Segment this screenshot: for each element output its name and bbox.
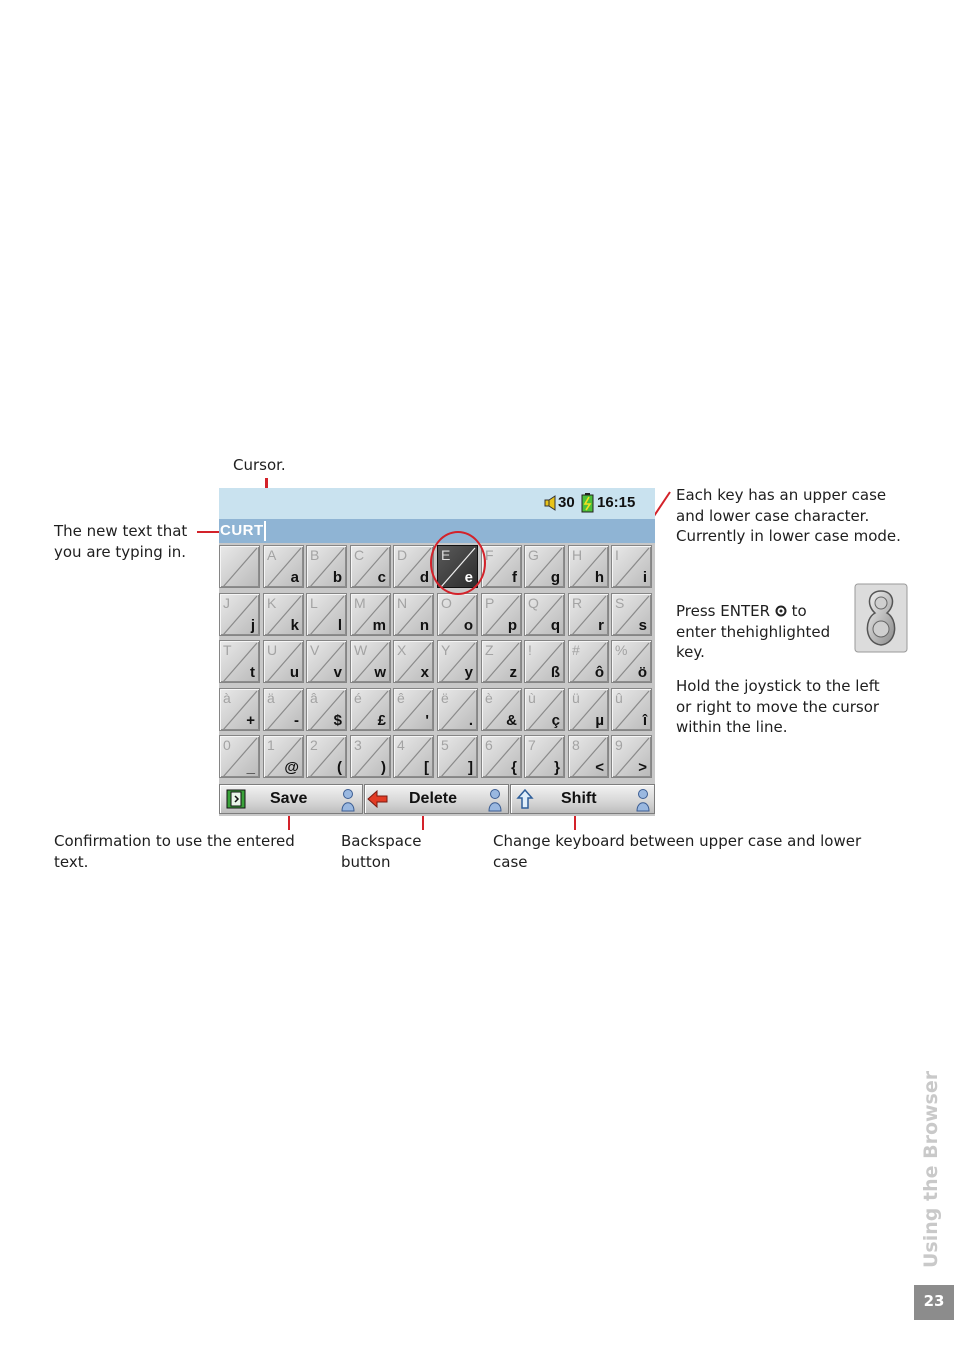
new-text-annotation: The new text that you are typing in. xyxy=(54,522,188,561)
keyboard-key[interactable] xyxy=(481,640,522,683)
key-upper-char: C xyxy=(354,547,365,563)
keyboard-key[interactable] xyxy=(350,640,391,683)
shift-annotation-line xyxy=(574,816,576,830)
key-lower-char: { xyxy=(511,759,517,776)
keyboard-key[interactable] xyxy=(306,688,347,731)
keyboard-key[interactable] xyxy=(263,545,304,588)
key-lower-char: o xyxy=(463,617,473,634)
key-upper-char: X xyxy=(397,642,407,658)
shift-button-label: Shift xyxy=(561,790,597,807)
key-upper-char: H xyxy=(572,547,583,563)
key-lower-char: - xyxy=(294,712,299,729)
key-lower-char: h xyxy=(594,569,604,586)
key-lower-char: ô xyxy=(594,664,604,681)
key-upper-char: ! xyxy=(528,642,532,658)
keyboard-key[interactable] xyxy=(219,640,260,683)
key-lower-char: b xyxy=(332,569,342,586)
keyboard-key[interactable] xyxy=(437,735,478,778)
keyboard-key[interactable] xyxy=(568,593,609,636)
press-enter-text: Press ENTER xyxy=(676,602,771,620)
key-upper-char: D xyxy=(397,547,408,563)
key-lower-char: t xyxy=(250,664,255,681)
key-upper-char: 2 xyxy=(310,737,318,753)
keyboard-key[interactable] xyxy=(306,640,347,683)
key-lower-char: + xyxy=(246,712,255,729)
shift-arrow-icon xyxy=(515,788,535,810)
key-lower-char: w xyxy=(374,664,386,681)
key-lower-char: m xyxy=(372,617,386,634)
keyboard-key[interactable] xyxy=(524,545,565,588)
shift-button[interactable] xyxy=(510,784,655,814)
key-lower-char: j xyxy=(250,617,255,634)
key-upper-char: R xyxy=(572,595,583,611)
key-upper-char: è xyxy=(485,690,493,706)
key-upper-char: G xyxy=(528,547,539,563)
page-number-tab xyxy=(914,1285,954,1320)
key-upper-char: N xyxy=(397,595,408,611)
key-upper-char: é xyxy=(354,690,362,706)
keyboard-key[interactable] xyxy=(611,688,652,731)
keyboard-key[interactable] xyxy=(524,640,565,683)
key-upper-char: 9 xyxy=(615,737,623,753)
delete-annotation-line xyxy=(422,816,424,830)
key-lower-char: [ xyxy=(424,759,429,776)
key-lower-char: @ xyxy=(284,759,299,776)
keyboard-key[interactable] xyxy=(393,640,434,683)
key-upper-char: 5 xyxy=(441,737,449,753)
keyboard-key[interactable] xyxy=(263,735,304,778)
delete-button[interactable] xyxy=(364,784,509,814)
keyboard-key[interactable] xyxy=(219,735,260,778)
key-upper-char: â xyxy=(310,690,318,706)
section-title: Using the Browser xyxy=(920,1070,942,1268)
key-upper-char: ù xyxy=(528,690,536,706)
keyboard-key[interactable] xyxy=(306,593,347,636)
keyboard-key[interactable] xyxy=(350,735,391,778)
key-lower-char: n xyxy=(419,617,429,634)
keyboard-key[interactable] xyxy=(568,640,609,683)
key-lower-char: e xyxy=(464,569,473,586)
user-icon xyxy=(487,788,503,812)
keyboard-key[interactable] xyxy=(611,640,652,683)
user-icon xyxy=(340,788,356,812)
key-upper-char: U xyxy=(267,642,278,658)
key-upper-char: 8 xyxy=(572,737,580,753)
keyboard-key[interactable] xyxy=(437,593,478,636)
key-lower-char: g xyxy=(550,569,560,586)
key-lower-char: z xyxy=(509,664,517,681)
keyboard-key[interactable] xyxy=(524,735,565,778)
key-lower-char: & xyxy=(506,712,517,729)
key-upper-char: P xyxy=(485,595,495,611)
key-lower-char: µ xyxy=(595,712,604,729)
keyboard-key[interactable] xyxy=(611,735,652,778)
keyboard-key[interactable] xyxy=(481,545,522,588)
key-upper-char: à xyxy=(223,690,231,706)
key-lower-char: ö xyxy=(637,664,647,681)
key-lower-char: î xyxy=(642,712,647,729)
keyboard-key[interactable] xyxy=(611,545,652,588)
key-lower-char: p xyxy=(507,617,517,634)
key-lower-char: ' xyxy=(425,712,429,729)
keyboard-key[interactable] xyxy=(350,593,391,636)
save-icon xyxy=(226,789,246,809)
key-lower-char: < xyxy=(595,759,604,776)
keyboard-key[interactable] xyxy=(263,593,304,636)
change-keyboard-annotation: Change keyboard between upper case and lower case xyxy=(493,832,862,871)
speaker-icon xyxy=(544,495,558,511)
keyboard-key[interactable] xyxy=(350,688,391,731)
user-icon xyxy=(635,788,651,812)
keyboard-key[interactable] xyxy=(219,688,260,731)
keyboard-key[interactable] xyxy=(437,640,478,683)
clock: 16:15 xyxy=(597,494,636,511)
key-lower-char: i xyxy=(642,569,647,586)
joystick-icon xyxy=(854,583,908,653)
key-lower-char: ß xyxy=(550,664,560,681)
key-upper-char: V xyxy=(310,642,320,658)
keyboard-key[interactable] xyxy=(350,545,391,588)
key-upper-char: S xyxy=(615,595,625,611)
keyboard-key[interactable] xyxy=(481,688,522,731)
key-divider xyxy=(220,546,260,588)
key-lower-char: d xyxy=(419,569,429,586)
keyboard-key[interactable] xyxy=(306,545,347,588)
keyboard-key[interactable] xyxy=(263,688,304,731)
key-lower-char: $ xyxy=(333,712,342,729)
key-upper-char: T xyxy=(223,642,232,658)
joystick-annotation: Hold the joystick to the left or right to move the cursor within the line. xyxy=(676,677,880,736)
key-lower-char: > xyxy=(638,759,647,776)
delete-arrow-icon xyxy=(367,790,389,808)
key-upper-char: 6 xyxy=(485,737,493,753)
press-enter-suffix: to enter thehighlighted key. xyxy=(676,602,831,661)
new-text-annotation-line xyxy=(197,531,219,533)
key-lower-char: q xyxy=(550,617,560,634)
key-lower-char: v xyxy=(333,664,342,681)
battery-icon xyxy=(581,493,594,513)
key-upper-char: ü xyxy=(572,690,580,706)
key-lower-char: r xyxy=(598,617,604,634)
key-lower-char: a xyxy=(290,569,299,586)
key-upper-char: 1 xyxy=(267,737,275,753)
confirmation-annotation: Confirmation to use the entered text. xyxy=(54,832,295,871)
text-entry-bar[interactable] xyxy=(219,519,655,543)
keyboard-key[interactable] xyxy=(219,593,260,636)
key-upper-char: W xyxy=(354,642,368,658)
keyboard-key[interactable] xyxy=(393,688,434,731)
key-upper-char: ë xyxy=(441,690,449,706)
keyboard-key[interactable] xyxy=(393,593,434,636)
keyboard-key[interactable] xyxy=(568,688,609,731)
keyboard-key[interactable] xyxy=(393,735,434,778)
device-screen xyxy=(219,488,655,816)
key-upper-char: J xyxy=(223,595,230,611)
keyboard-key[interactable] xyxy=(481,593,522,636)
backspace-annotation: Backspace button xyxy=(341,832,422,871)
key-lower-char: } xyxy=(554,759,560,776)
key-lower-char: u xyxy=(289,664,299,681)
status-bar xyxy=(219,488,655,519)
save-button[interactable] xyxy=(219,784,363,814)
keyboard-key[interactable] xyxy=(568,735,609,778)
keyboard-key[interactable] xyxy=(306,735,347,778)
key-upper-char: I xyxy=(615,547,619,563)
key-upper-char: Q xyxy=(528,595,539,611)
volume-level: 30 xyxy=(558,494,575,511)
key-lower-char: _ xyxy=(246,759,255,776)
key-upper-char: % xyxy=(615,642,628,658)
key-upper-char: 7 xyxy=(528,737,536,753)
keyboard-key[interactable] xyxy=(393,545,434,588)
key-upper-char: ê xyxy=(397,690,405,706)
key-lower-char: x xyxy=(420,664,429,681)
keyboard-key[interactable] xyxy=(219,545,260,588)
save-button-label: Save xyxy=(270,790,308,807)
press-enter-annotation xyxy=(676,601,851,663)
each-key-annotation: Each key has an upper case and lower case character. Currently in lower case mode. xyxy=(676,486,901,545)
key-upper-char: 3 xyxy=(354,737,362,753)
key-upper-char: O xyxy=(441,595,452,611)
key-lower-char: c xyxy=(377,569,386,586)
page-number: 23 xyxy=(923,1292,945,1310)
keyboard-key[interactable] xyxy=(437,688,478,731)
text-cursor xyxy=(264,521,266,541)
key-upper-char: ä xyxy=(267,690,275,706)
key-upper-char: û xyxy=(615,690,623,706)
key-lower-char: l xyxy=(337,617,342,634)
function-button-row xyxy=(219,784,655,816)
key-lower-char: ( xyxy=(337,759,342,776)
keyboard-key[interactable] xyxy=(568,545,609,588)
keyboard-key[interactable] xyxy=(481,735,522,778)
entry-text: CURT xyxy=(220,522,264,539)
key-lower-char: . xyxy=(468,712,473,729)
key-upper-char: 4 xyxy=(397,737,405,753)
cursor-annotation: Cursor. xyxy=(233,456,286,474)
key-upper-char: Y xyxy=(441,642,451,658)
save-annotation-line xyxy=(288,816,290,830)
key-upper-char: E xyxy=(441,547,451,563)
key-lower-char: k xyxy=(290,617,299,634)
keyboard-key[interactable] xyxy=(524,688,565,731)
enter-icon xyxy=(775,605,787,617)
keyboard-key[interactable] xyxy=(263,640,304,683)
keyboard-key[interactable] xyxy=(611,593,652,636)
key-upper-char: L xyxy=(310,595,318,611)
key-lower-char: y xyxy=(464,664,473,681)
highlight-circle xyxy=(430,531,486,595)
key-upper-char: 0 xyxy=(223,737,231,753)
key-lower-char: ] xyxy=(468,759,473,776)
key-upper-char: F xyxy=(485,547,494,563)
key-lower-char: ç xyxy=(551,712,560,729)
key-upper-char: K xyxy=(267,595,277,611)
key-lower-char: s xyxy=(638,617,647,634)
key-upper-char: # xyxy=(572,642,580,658)
key-upper-char: M xyxy=(354,595,366,611)
keyboard-key[interactable] xyxy=(524,593,565,636)
key-lower-char: f xyxy=(512,569,517,586)
key-lower-char: £ xyxy=(377,712,386,729)
key-upper-char: B xyxy=(310,547,320,563)
delete-button-label: Delete xyxy=(409,790,458,807)
key-upper-char: A xyxy=(267,547,277,563)
key-upper-char: Z xyxy=(485,642,494,658)
key-lower-char: ) xyxy=(381,759,386,776)
